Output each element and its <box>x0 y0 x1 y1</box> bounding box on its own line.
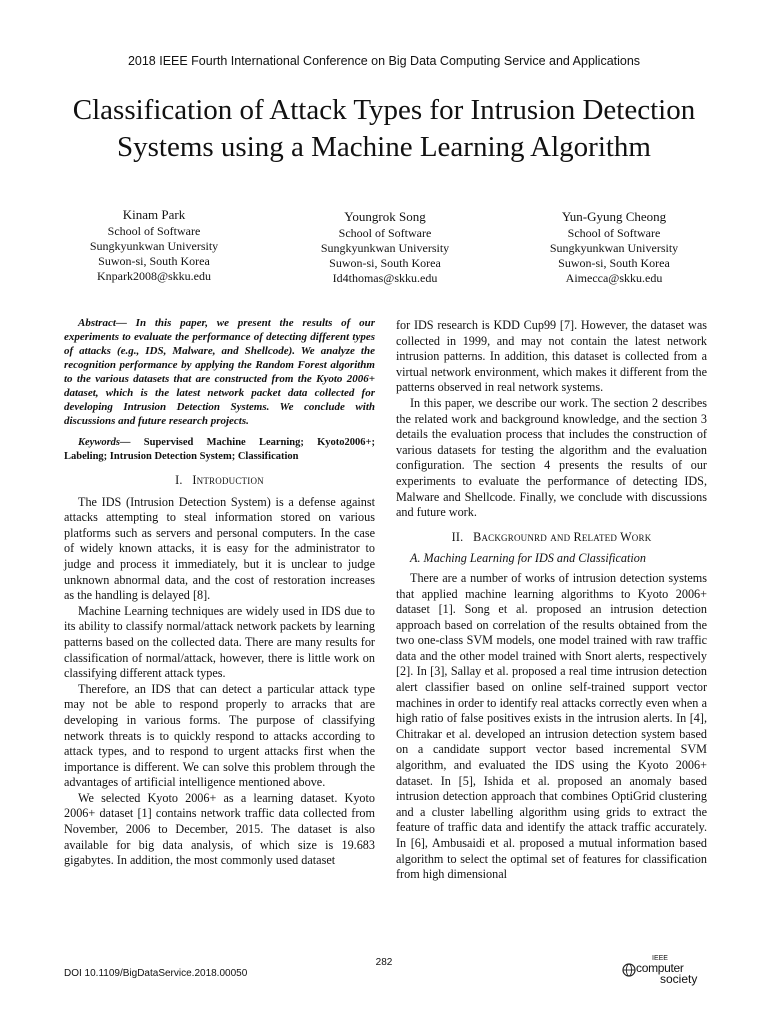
author-location: Suwon-si, South Korea <box>98 254 210 268</box>
author-location: Suwon-si, South Korea <box>558 256 670 270</box>
left-column <box>64 316 375 869</box>
logo-ieee-text: IEEE <box>652 955 668 962</box>
paragraph: In this paper, we describe our work. The section 2 describes the related work and background knowledge, and the section 3 details the evaluation process that includes the construction of various datasets for testing the algorithm and the evaluation configuration. The section 4 presents the results of our experiments to evaluate the performance of detecting IDS, Malware and Shellcode. Finally, we conclude with discussions and future work. <box>396 395 707 520</box>
logo-computer-text: computer <box>636 961 684 975</box>
author-university: Sungkyunkwan University <box>320 241 450 255</box>
section-number: II. <box>451 529 464 544</box>
keywords <box>64 436 375 464</box>
section-heading-background <box>396 530 707 546</box>
author-name: Kinam Park <box>122 207 186 222</box>
author-block-2 <box>285 209 485 286</box>
conference-header: 2018 IEEE Fourth International Conference on Big Data Computing Service and Applications <box>127 54 641 68</box>
doi: DOI 10.1109/BigDataService.2018.00050 <box>64 968 248 979</box>
paragraph: We selected Kyoto 2006+ as a learning dataset. Kyoto 2006+ dataset [1] contains network traffic data collected from November, 2006 to December, 2015. The dataset is also available for big data analysis, of which size is 19.683 gigabytes. In addition, the most commonly used dataset <box>64 790 375 868</box>
author-name: Youngrok Song <box>344 209 426 224</box>
author-university: Sungkyunkwan University <box>89 239 219 253</box>
author-school: School of Software <box>107 224 201 238</box>
author-email: Id4thomas@skku.edu <box>332 271 438 285</box>
right-column <box>396 318 707 883</box>
author-school: School of Software <box>338 226 432 240</box>
author-block-3 <box>514 209 714 286</box>
logo-society-text: society <box>660 972 698 986</box>
title-line-1: Classification of Attack Types for Intrusion Detection <box>72 94 696 126</box>
paragraph: for IDS research is KDD Cup99 [7]. However, the dataset was collected in 1999, and may not contain the latest network intrusion patterns. In addition, this dataset is collected from a virtual network environment, which makes it different from the patterns observed in real network systems. <box>396 318 707 395</box>
section-heading-introduction <box>64 473 375 489</box>
paragraph: Machine Learning techniques are widely used in IDS due to its ability to classify normal/attack network packets by learning patterns based on the collected data. There are many results for classification of normal/attack, however, there is little work on classifying different attack types. <box>64 603 375 681</box>
author-name: Yun-Gyung Cheong <box>561 209 667 224</box>
keywords-label: Keywords— <box>78 437 131 448</box>
author-email: Aimecca@skku.edu <box>565 271 663 285</box>
author-university: Sungkyunkwan University <box>549 241 679 255</box>
author-block-1 <box>54 207 254 284</box>
author-school: School of Software <box>567 226 661 240</box>
keywords-text: Supervised Machine Learning; Kyoto2006+; Labeling; Intrusion Detection System; Classification <box>64 437 376 462</box>
abstract: Abstract— In this paper, we present the results of our experiments to evaluate the performance of detecting different types of attacks (e.g., IDS, Malware, and Shellcode). We analyze the recognition performance by applying the Random Forest algorithm to the various datasets that are constructed from the Kyoto 2006+ dataset, which is the latest network packet data collected for developing Intrusion Detection Systems. We conclude with discussions and future research projects. <box>64 317 375 427</box>
paper-title <box>30 92 738 166</box>
section-number: I. <box>175 473 183 487</box>
author-email: Knpark2008@skku.edu <box>96 269 212 283</box>
section-title: Backgrounrd and Related Work <box>473 529 652 544</box>
paragraph: The IDS (Intrusion Detection System) is a defense against attacks attempting to steal information stored on various platforms such as servers and personal computers. In the case of widely known attacks, it is easy for the administrator to judge and process it immediately, but it is unclear to judge unknown abnormal data, and the cost of restoration increases as the handling is delayed [8]. <box>64 494 375 603</box>
paragraph: Therefore, an IDS that can detect a particular attack type may not be able to respond properly to arracks that are developing in various forms. The purpose of classifying network threats is to quickly respond to attacks according to attack types, and to respond to urgent attacks first when the importance is different. We can solve this problem through the advantages of artificial intelligence mentioned above. <box>64 681 375 790</box>
author-location: Suwon-si, South Korea <box>329 256 441 270</box>
paragraph: There are a number of works of intrusion detection systems that applied machine learning algorithms to Kyoto 2006+ dataset [1]. Song et al. proposed an intrusion detection approach based on correlation of the results obtained from the two one-class SVM models, one model trained with raw traffic data and the other model trained with Snort alerts, respectively [2]. In [3], Sallay et al. proposed a real time intrusion detection alert classifier based on online self-trained support vector machines in order to identify real attacks correctly even when a high ratio of false positives exists in the intrusion alerts. In [4], Chitrakar et al. developed an intrusion detection system based on a candidate support vector based incremental SVM algorithm, and evaluated the IDS using the Kyoto 2006+ dataset. In [5], Ishida et al. proposed an anomaly based intrusion detection approach that combines OptiGrid clustering and a cluster labelling algorithm using grids to extract the feature of traffic data and identify the attack traffic accurately. In [6], Ambusaidi et al. proposed a mutual information based algorithm to select the optimal set of features for classification from high dimensional <box>396 570 707 882</box>
globe-icon <box>622 963 636 977</box>
section-title: Introduction <box>192 473 264 487</box>
ieee-computer-society-logo <box>622 955 712 987</box>
title-line-2: Systems using a Machine Learning Algorithm <box>116 131 651 163</box>
subsection-heading: A. Maching Learning for IDS and Classification <box>410 551 646 566</box>
page-number: 282 <box>375 957 393 968</box>
